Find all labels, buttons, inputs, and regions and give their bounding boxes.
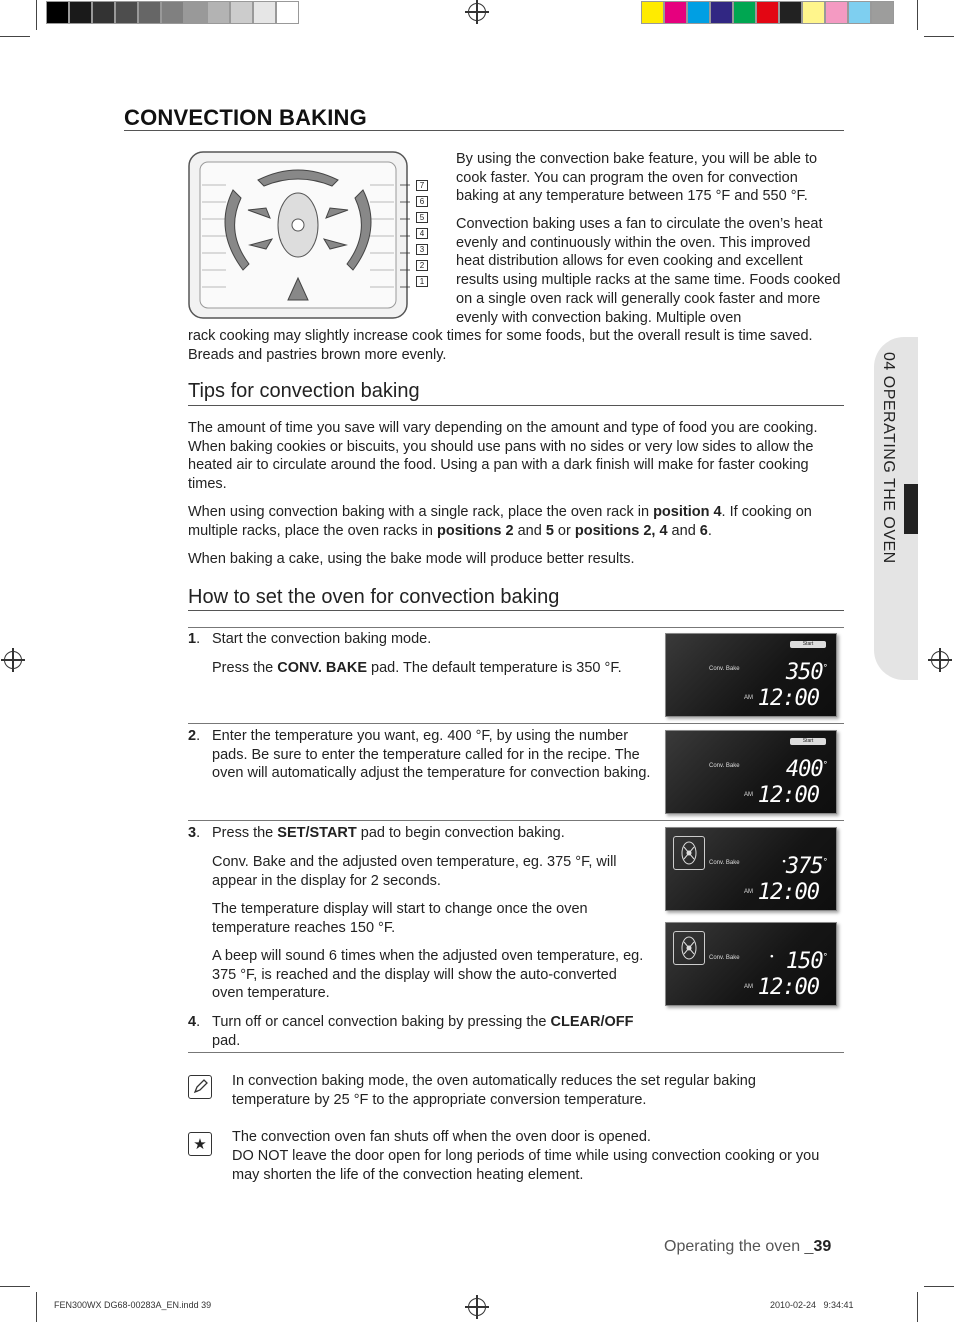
step-text: Enter the temperature you want, eg. 400 °F, by using the number pads. Be sure to enter the temperature called for in the recipe. The oven will automatically adjust the temperature for convection baking. bbox=[212, 728, 651, 782]
step-text: The temperature display will start to change once the oven temperature reaches 150 °F. bbox=[212, 901, 588, 936]
step-text: Press the CONV. BAKE pad. The default temperature is 350 °F. bbox=[212, 660, 622, 676]
convection-fan-icon bbox=[673, 836, 705, 870]
color-swatch bbox=[848, 1, 871, 24]
display-mode-label: Conv. Bake bbox=[709, 955, 740, 961]
note-pencil-icon bbox=[188, 1075, 212, 1099]
chapter-tab-marker bbox=[904, 484, 918, 534]
title-rule bbox=[124, 130, 844, 131]
step-divider bbox=[188, 723, 844, 724]
file-slug: FEN300WX DG68-00283A_EN.indd 39 bbox=[54, 1300, 212, 1310]
step-text: Turn off or cancel convection baking by pressing the CLEAR/OFF pad. bbox=[212, 1014, 634, 1049]
color-swatch bbox=[276, 1, 299, 24]
intro-paragraph: Convection baking uses a fan to circulate the oven’s heat evenly and continuously within the oven. This improved heat distribution allows for even cooking and excellent results using multiple racks at the same time. Foods cooked on a single oven rack will generally cook faster and more evenly with convection baking. Multiple oven bbox=[456, 216, 841, 326]
step-text: Conv. Bake and the adjusted oven temperature, eg. 375 °F, will appear in the display for 2 seconds. bbox=[212, 854, 617, 889]
gray-swatch-bar bbox=[46, 1, 299, 24]
tips-paragraph: When baking a cake, using the bake mode will produce better results. bbox=[188, 551, 635, 567]
color-swatch bbox=[825, 1, 848, 24]
rack-position-label: 7 bbox=[416, 180, 428, 191]
color-swatch bbox=[92, 1, 115, 24]
rack-position-label: 6 bbox=[416, 196, 428, 207]
step-number: 2. bbox=[188, 728, 201, 744]
oven-display-150 bbox=[665, 922, 837, 1006]
chapter-tab-label: 04 OPERATING THE OVEN bbox=[880, 352, 897, 564]
display-mode-label: Conv. Bake bbox=[709, 666, 740, 672]
crop-mark bbox=[0, 1286, 30, 1287]
registration-mark-icon bbox=[468, 3, 486, 21]
heading-rule bbox=[188, 405, 844, 406]
rack-position-label: 1 bbox=[416, 276, 428, 287]
crop-mark bbox=[0, 36, 30, 37]
crop-mark bbox=[917, 0, 918, 30]
crop-mark bbox=[924, 1286, 954, 1287]
display-temperature: 400° bbox=[785, 757, 827, 782]
display-am-label: AM bbox=[744, 984, 753, 990]
rack-position-label: 5 bbox=[416, 212, 428, 223]
howto-heading: How to set the oven for convection baking bbox=[188, 586, 560, 608]
display-temperature: • 150° bbox=[769, 949, 827, 974]
color-swatch bbox=[69, 1, 92, 24]
color-swatch bbox=[161, 1, 184, 24]
color-swatch bbox=[641, 1, 664, 24]
caution-star-icon: ★ bbox=[188, 1132, 212, 1156]
oven-cavity-illustration bbox=[188, 150, 434, 320]
crop-mark bbox=[917, 1292, 918, 1322]
step-divider bbox=[188, 1052, 844, 1053]
color-swatch bbox=[733, 1, 756, 24]
intro-paragraph: By using the convection bake feature, you will be able to cook faster. You can program the oven for convection baking at any temperature between 175 °F and 550 °F. bbox=[456, 151, 818, 205]
registration-mark-icon bbox=[931, 651, 949, 669]
color-swatch bbox=[253, 1, 276, 24]
step-text: A beep will sound 6 times when the adjusted oven temperature, eg. 375 °F, is reached and the display will show the auto-converted oven temperature. bbox=[212, 948, 644, 1002]
oven-display-375 bbox=[665, 827, 837, 911]
display-am-label: AM bbox=[744, 695, 753, 701]
color-swatch bbox=[184, 1, 207, 24]
color-swatch bbox=[687, 1, 710, 24]
color-swatch bbox=[207, 1, 230, 24]
color-swatch bbox=[46, 1, 69, 24]
crop-mark bbox=[36, 1292, 37, 1322]
convection-fan-icon bbox=[673, 931, 705, 965]
step-text: Start the convection baking mode. bbox=[212, 631, 432, 647]
color-swatch bbox=[756, 1, 779, 24]
display-clock: 12:00 bbox=[757, 880, 819, 905]
rack-position-label: 2 bbox=[416, 260, 428, 271]
display-mode-label: Conv. Bake bbox=[709, 860, 740, 866]
display-temperature: •375° bbox=[781, 854, 827, 879]
display-clock: 12:00 bbox=[757, 975, 819, 1000]
oven-airflow-figure bbox=[188, 150, 434, 320]
color-swatch bbox=[138, 1, 161, 24]
crop-mark bbox=[924, 36, 954, 37]
color-swatch bbox=[710, 1, 733, 24]
display-am-label: AM bbox=[744, 792, 753, 798]
oven-display-350 bbox=[665, 633, 837, 717]
intro-paragraph-continued: rack cooking may slightly increase cook times for some foods, but the overall result is time saved. Breads and pastries brown more evenly. bbox=[188, 328, 813, 363]
registration-mark-icon bbox=[468, 1298, 486, 1316]
heading-rule bbox=[188, 610, 844, 611]
step-text: Press the SET/START pad to begin convection baking. bbox=[212, 825, 565, 841]
tips-rack-positions: When using convection baking with a single rack, place the oven rack in position 4. If cooking on multiple racks, place the oven racks in positions 2 and 5 or positions 2, 4 and 6. bbox=[188, 504, 812, 539]
tips-heading: Tips for convection baking bbox=[188, 380, 420, 402]
page-footer: Operating the oven _39 bbox=[664, 1238, 832, 1255]
display-am-label: AM bbox=[744, 889, 753, 895]
display-temperature: 350° bbox=[785, 660, 827, 685]
color-swatch bbox=[871, 1, 894, 24]
step-number: 3. bbox=[188, 825, 201, 841]
display-mode-label: Conv. Bake bbox=[709, 763, 740, 769]
color-swatch bbox=[230, 1, 253, 24]
step-divider bbox=[188, 627, 844, 628]
color-swatch bbox=[664, 1, 687, 24]
registration-mark-icon bbox=[4, 651, 22, 669]
color-swatch bbox=[802, 1, 825, 24]
rack-position-label: 4 bbox=[416, 228, 428, 239]
display-clock: 12:00 bbox=[757, 686, 819, 711]
step-number: 4. bbox=[188, 1014, 201, 1030]
print-timestamp: 2010-02-24 9:34:41 bbox=[770, 1300, 854, 1310]
color-swatch bbox=[115, 1, 138, 24]
step-divider bbox=[188, 820, 844, 821]
caution-text: The convection oven fan shuts off when the oven door is opened. bbox=[232, 1129, 651, 1145]
step-number: 1. bbox=[188, 631, 201, 647]
color-swatch bbox=[779, 1, 802, 24]
start-indicator: Start bbox=[790, 641, 826, 648]
oven-display-400 bbox=[665, 730, 837, 814]
note-text: In convection baking mode, the oven automatically reduces the set regular baking temperature by 25 °F to the appropriate conversion temperature. bbox=[232, 1073, 756, 1108]
start-indicator: Start bbox=[790, 738, 826, 745]
tips-paragraph: The amount of time you save will vary depending on the amount and type of food you are cooking. When baking cookies or biscuits, you should use pans with no sides or very low sides to allow the heated air to circulate around the food. Using a pan with a dark finish will make for faster cooking times. bbox=[188, 420, 818, 493]
page-title: CONVECTION BAKING bbox=[124, 105, 367, 130]
caution-text: DO NOT leave the door open for long periods of time while using convection cooking or you may shorten the life of the convection heating element. bbox=[232, 1148, 820, 1183]
rack-position-label: 3 bbox=[416, 244, 428, 255]
crop-mark bbox=[36, 0, 37, 30]
display-clock: 12:00 bbox=[757, 783, 819, 808]
color-swatch-bar bbox=[641, 1, 894, 24]
